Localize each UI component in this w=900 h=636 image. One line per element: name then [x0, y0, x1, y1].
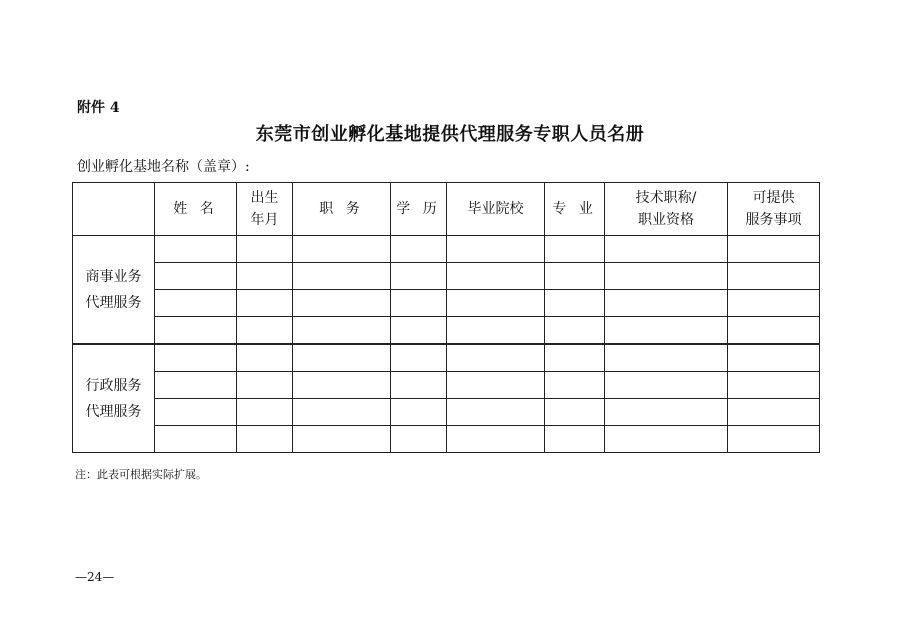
cell-birth[interactable] — [237, 372, 293, 399]
cell-service[interactable] — [728, 236, 820, 263]
cell-position[interactable] — [293, 317, 391, 345]
header-major: 专 业 — [545, 183, 605, 236]
header-name: 姓 名 — [155, 183, 237, 236]
cell-name[interactable] — [155, 426, 237, 453]
cell-major[interactable] — [545, 399, 605, 426]
cell-major[interactable] — [545, 290, 605, 317]
document-title: 东莞市创业孵化基地提供代理服务专职人员名册 — [255, 124, 645, 145]
cell-birth[interactable] — [237, 426, 293, 453]
group-label-commercial — [73, 236, 155, 345]
cell-position[interactable] — [293, 263, 391, 290]
page-number: —24— — [75, 570, 115, 584]
table-row — [73, 426, 820, 453]
cell-name[interactable] — [155, 399, 237, 426]
cell-education[interactable] — [391, 236, 447, 263]
header-birth — [237, 183, 293, 236]
cell-education[interactable] — [391, 263, 447, 290]
header-service-line1: 可提供 — [752, 190, 795, 206]
cell-position[interactable] — [293, 372, 391, 399]
table-row — [73, 263, 820, 290]
cell-title[interactable] — [605, 399, 728, 426]
cell-service[interactable] — [728, 372, 820, 399]
header-title-line2: 职业资格 — [638, 212, 694, 228]
cell-education[interactable] — [391, 426, 447, 453]
cell-education[interactable] — [391, 399, 447, 426]
cell-title[interactable] — [605, 317, 728, 345]
cell-birth[interactable] — [237, 317, 293, 345]
base-name-label: 创业孵化基地名称（盖章）: — [77, 159, 250, 175]
cell-name[interactable] — [155, 290, 237, 317]
cell-birth[interactable] — [237, 290, 293, 317]
table-row — [73, 290, 820, 317]
cell-birth[interactable] — [237, 344, 293, 372]
table-row — [73, 236, 820, 263]
group-label-line1: 商事业务 — [85, 268, 142, 285]
cell-title[interactable] — [605, 372, 728, 399]
header-education: 学 历 — [391, 183, 447, 236]
table-row — [73, 344, 820, 372]
cell-position[interactable] — [293, 290, 391, 317]
cell-position[interactable] — [293, 399, 391, 426]
cell-school[interactable] — [447, 263, 545, 290]
group-label-line2: 代理服务 — [85, 403, 142, 420]
table-note: 注：此表可根据实际扩展。 — [75, 468, 207, 481]
attachment-label: 附件 4 — [77, 100, 120, 116]
header-position: 职 务 — [293, 183, 391, 236]
cell-major[interactable] — [545, 426, 605, 453]
cell-school[interactable] — [447, 290, 545, 317]
cell-name[interactable] — [155, 344, 237, 372]
cell-major[interactable] — [545, 344, 605, 372]
cell-education[interactable] — [391, 317, 447, 345]
cell-school[interactable] — [447, 236, 545, 263]
cell-education[interactable] — [391, 372, 447, 399]
table-row — [73, 317, 820, 345]
cell-major[interactable] — [545, 317, 605, 345]
cell-name[interactable] — [155, 236, 237, 263]
cell-education[interactable] — [391, 344, 447, 372]
cell-education[interactable] — [391, 290, 447, 317]
cell-title[interactable] — [605, 290, 728, 317]
cell-position[interactable] — [293, 236, 391, 263]
cell-service[interactable] — [728, 426, 820, 453]
staff-roster-table — [72, 182, 820, 453]
cell-position[interactable] — [293, 426, 391, 453]
table-row — [73, 399, 820, 426]
cell-major[interactable] — [545, 372, 605, 399]
cell-position[interactable] — [293, 344, 391, 372]
cell-title[interactable] — [605, 236, 728, 263]
cell-title[interactable] — [605, 344, 728, 372]
cell-birth[interactable] — [237, 399, 293, 426]
header-birth-line2: 年月 — [250, 212, 279, 228]
table-row — [73, 372, 820, 399]
cell-school[interactable] — [447, 317, 545, 345]
header-service-line2: 服务事项 — [745, 212, 802, 228]
header-title — [605, 183, 728, 236]
cell-service[interactable] — [728, 317, 820, 345]
header-title-line1: 技术职称/ — [635, 190, 697, 206]
group-label-administrative — [73, 344, 155, 453]
cell-major[interactable] — [545, 236, 605, 263]
group-label-line2: 代理服务 — [85, 294, 142, 311]
cell-name[interactable] — [155, 263, 237, 290]
group-label-line1: 行政服务 — [85, 377, 142, 394]
cell-school[interactable] — [447, 372, 545, 399]
header-service — [728, 183, 820, 236]
header-school: 毕业院校 — [447, 183, 545, 236]
cell-school[interactable] — [447, 426, 545, 453]
cell-service[interactable] — [728, 399, 820, 426]
header-birth-line1: 出生 — [250, 190, 279, 206]
cell-school[interactable] — [447, 344, 545, 372]
table-header-row — [73, 183, 820, 236]
cell-name[interactable] — [155, 317, 237, 345]
cell-service[interactable] — [728, 263, 820, 290]
cell-birth[interactable] — [237, 263, 293, 290]
cell-title[interactable] — [605, 426, 728, 453]
header-empty — [73, 183, 155, 236]
cell-service[interactable] — [728, 290, 820, 317]
cell-title[interactable] — [605, 263, 728, 290]
cell-school[interactable] — [447, 399, 545, 426]
cell-service[interactable] — [728, 344, 820, 372]
cell-birth[interactable] — [237, 236, 293, 263]
cell-major[interactable] — [545, 263, 605, 290]
cell-name[interactable] — [155, 372, 237, 399]
